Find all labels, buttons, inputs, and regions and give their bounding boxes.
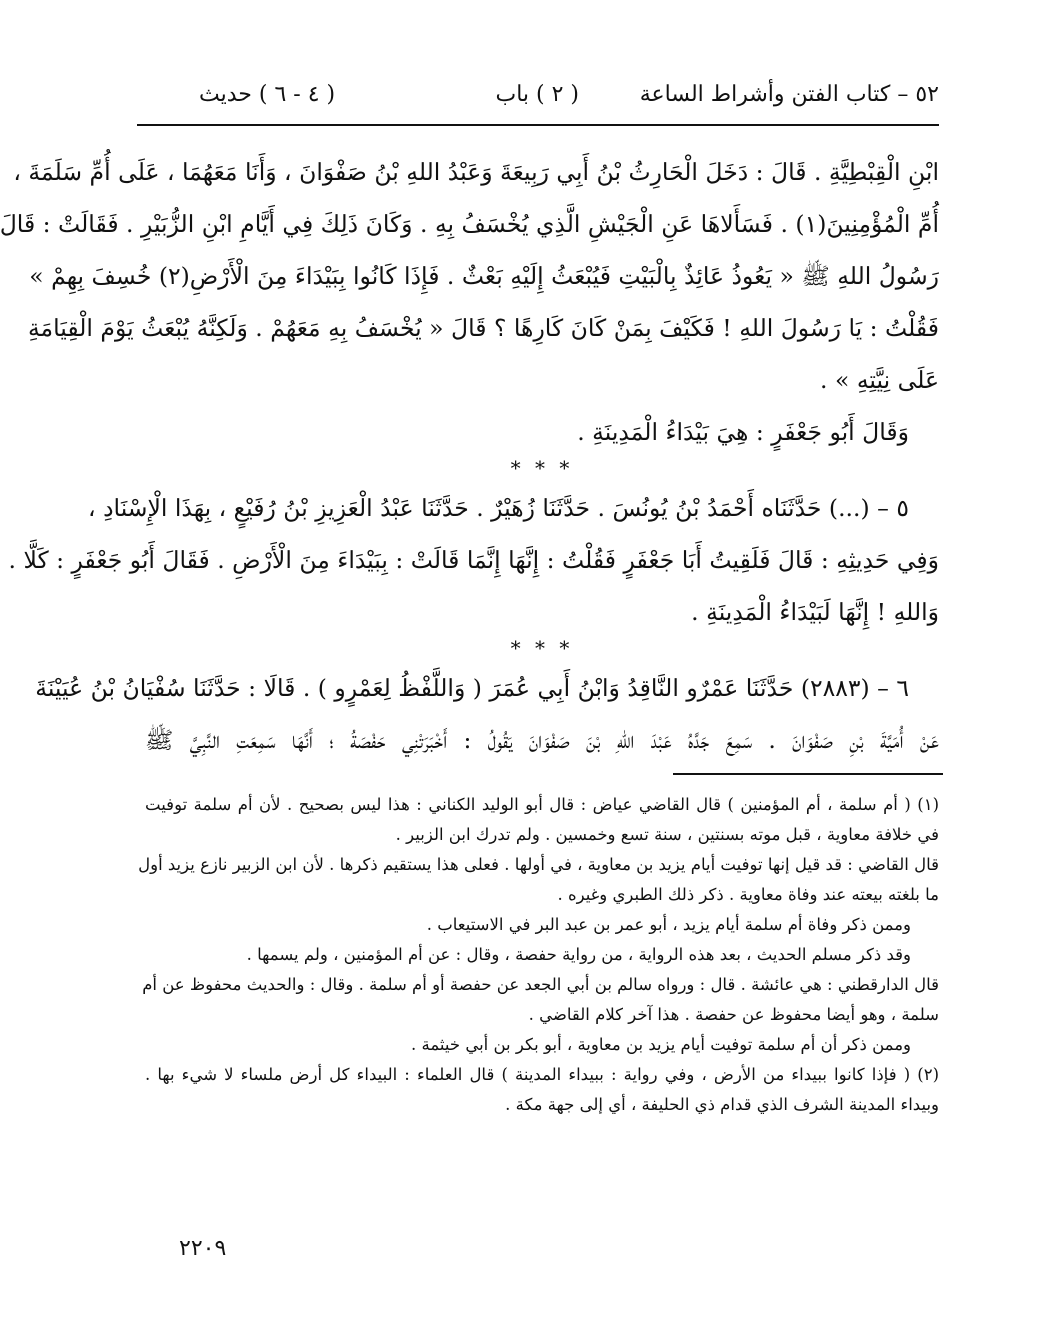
footnote-line: قال القاضي : قد قيل إنها توفيت أيام يزيد بن معاوية ، في أولها . فعلى هذا يستقيم ذكرها . لأن ابن الزبير نازع يزيد أول	[138, 855, 939, 874]
running-header	[169, 80, 939, 120]
hadith-5-line: ٥ – (...) حَدَّثَنَاه أَحْمَدُ بْنُ يُونُسَ . حَدَّثَنَا زُهَيْرٌ . حَدَّثَنَا عَبْدُ الْعَزِيزِ بْنُ رُفَيْعٍ ، بِهَذَا الْإِسْنَادِ ،	[88, 494, 909, 522]
footnote-line: وممن ذكر وفاة أم سلمة أيام يزيد ، أبو عمر بن عبد البر في الاستيعاب .	[426, 915, 911, 934]
footnote-line: (١) ( أم سلمة ، أم المؤمنين ) قال القاضي عياض : قال أبو الوليد الكناني : هذا ليس بصحيح . لأن أم سلمة توفيت	[145, 795, 939, 814]
footnote-line: قال الدارقطني : هي عائشة . قال : ورواه سالم بن أبي الجعد عن حفصة أو أم سلمة . وقال : والحديث محفوظ عن أم	[142, 975, 939, 994]
footnotes	[138, 790, 939, 1120]
page-number: ٢٢٠٩	[179, 1236, 227, 1261]
text-line: عَلَى نِيَّتِهِ » .	[820, 366, 939, 394]
text-line: وَقَالَ أَبُو جَعْفَرٍ : هِيَ بَيْدَاءُ الْمَدِينَةِ .	[577, 418, 909, 446]
section-separator: * * *	[510, 636, 574, 660]
hadith-text	[0, 146, 939, 766]
chapter-label: ( ٢ ) باب	[495, 82, 579, 107]
footnote-line: ما بلغته بيعته عند وفاة معاوية . ذكر ذلك الطبري وغيره .	[557, 885, 939, 904]
text-line: أُمِّ الْمُؤْمِنِينَ(١) . فَسَأَلاهَا عَنِ الْجَيْشِ الَّذِي يُخْسَفُ بِهِ . وَكَانَ ذَلِكَ فِي أَيَّامِ ابْنِ الزُّبَيْرِ . فَقَالَتْ : قَالَ	[0, 210, 939, 238]
section-separator: * * *	[510, 456, 574, 480]
hadith-range: ( ٤ - ٦ ) حديث	[199, 82, 336, 107]
footnote-line: وممن ذكر أن أم سلمة توفيت أيام يزيد بن معاوية ، أبو بكر بن أبي خيثمة .	[411, 1035, 911, 1054]
footnote-line: وبيداء المدينة الشرف الذي قدام ذي الحليفة ، أي إلى جهة مكة .	[505, 1095, 939, 1114]
footnote-line: (٢) ( فإذا كانوا ببيداء من الأرض ، وفي رواية : ببيداء المدينة ) قال العلماء : البيداء كل أرض ملساء لا شيء بها .	[145, 1065, 939, 1084]
footnote-line: في خلافة معاوية ، قبل موته بسنتين ، سنة تسع وخمسين . ولم تدرك ابن الزبير .	[395, 825, 939, 844]
text-line: رَسُولُ اللهِ ﷺ « يَعُوذُ عَائِذٌ بِالْبَيْتِ فَيُبْعَثُ إِلَيْهِ بَعْثٌ . فَإِذَا كَانُوا بِبَيْدَاءَ مِنَ الْأَرْضِ(٢) خُسِفَ بِهِمْ »	[29, 262, 939, 290]
header-rule	[137, 124, 939, 126]
book-title: ٥٢ – كتاب الفتن وأشراط الساعة	[639, 82, 939, 107]
footnote-line: سلمة ، وهو أيضا محفوظ عن حفصة . هذا آخر كلام القاضي .	[528, 1005, 939, 1024]
footnote-rule	[673, 773, 943, 775]
text-line: وَاللهِ ! إِنَّهَا لَبَيْدَاءُ الْمَدِينَةِ .	[691, 598, 939, 626]
text-line: فَقُلْتُ : يَا رَسُولَ اللهِ ! فَكَيْفَ بِمَنْ كَانَ كَارِهًا ؟ قَالَ « يُخْسَفُ بِهِ مَعَهُمْ . وَلَكِنَّهُ يُبْعَثُ يَوْمَ الْقِيَامَةِ	[27, 314, 939, 342]
hadith-6-line: ٦ – (٢٨٨٣) حَدَّثَنَا عَمْرٌو النَّاقِدُ وَابْنُ أَبِي عُمَرَ ( وَاللَّفْظُ لِعَمْرٍو ) . قَالَا : حَدَّثَنَا سُفْيَانُ بْنُ عُيَيْنَةَ	[35, 674, 909, 702]
text-line: وَفِي حَدِيثِهِ : قَالَ فَلَقِيتُ أَبَا جَعْفَرٍ فَقُلْتُ : إِنَّهَا إِنَّمَا قَالَتْ : بِبَيْدَاءَ مِنَ الْأَرْضِ . فَقَالَ أَبُو جَعْفَرٍ : كَلَّا .	[8, 546, 939, 574]
text-line: ابْنِ الْقِبْطِيَّةِ . قَالَ : دَخَلَ الْحَارِثُ بْنُ أَبِي رَبِيعَةَ وَعَبْدُ اللهِ بْنُ صَفْوَانَ ، وَأَنَا مَعَهُمَا ، عَلَى أُمِّ سَلَمَةَ ،	[13, 158, 939, 186]
footnote-line: وقد ذكر مسلم الحديث ، بعد هذه الرواية ، من رواية حفصة ، وقال : عن أم المؤمنين ، ولم يسمها .	[246, 945, 911, 964]
text-line: عَنْ أُمَيَّةَ بْنِ صَفْوَانَ . سَمِعَ جَدَّهُ عَبْدَ اللهِ بْنَ صَفْوَانَ يَقُولُ : أَخْبَرَتْنِي حَفْصَةُ ؛ أَنَّهَا سَمِعَتِ النَّبِيَّ ﷺ	[145, 726, 939, 754]
